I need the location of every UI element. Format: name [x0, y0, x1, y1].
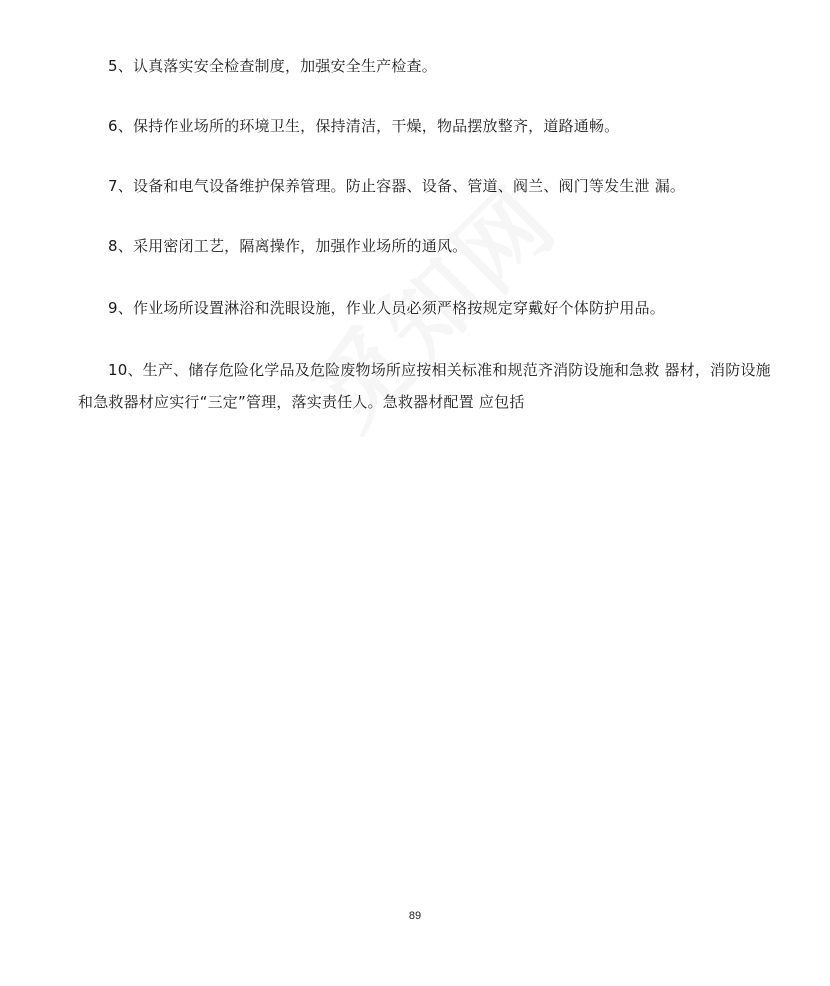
paragraph-item-9: 9、作业场所设置淋浴和洗眼设施，作业人员必须严格按规定穿戴好个体防护用品。	[108, 299, 665, 317]
paragraph-item-8: 8、采用密闭工艺，隔离操作，加强作业场所的通风。	[108, 237, 468, 255]
paragraph-item-10: 10、生产、储存危险化学品及危险废物场所应按相关标准和规范齐消防设施和急救 器材，消防设施和急救器材应实行“三定”管理，落实责任人。急救器材配置 应包括	[78, 361, 771, 411]
paragraph-item-6: 6、保持作业场所的环境卫生，保持清洁，干燥，物品摆放整齐，道路通畅。	[108, 117, 620, 135]
paragraph-item-5: 5、认真落实安全检查制度，加强安全生产检查。	[108, 57, 437, 75]
paragraph-item-7: 7、设备和电气设备维护保养管理。防止容器、设备、管道、阀兰、阀门等发生泄 漏。	[108, 177, 686, 195]
page-number: 89	[408, 910, 422, 922]
